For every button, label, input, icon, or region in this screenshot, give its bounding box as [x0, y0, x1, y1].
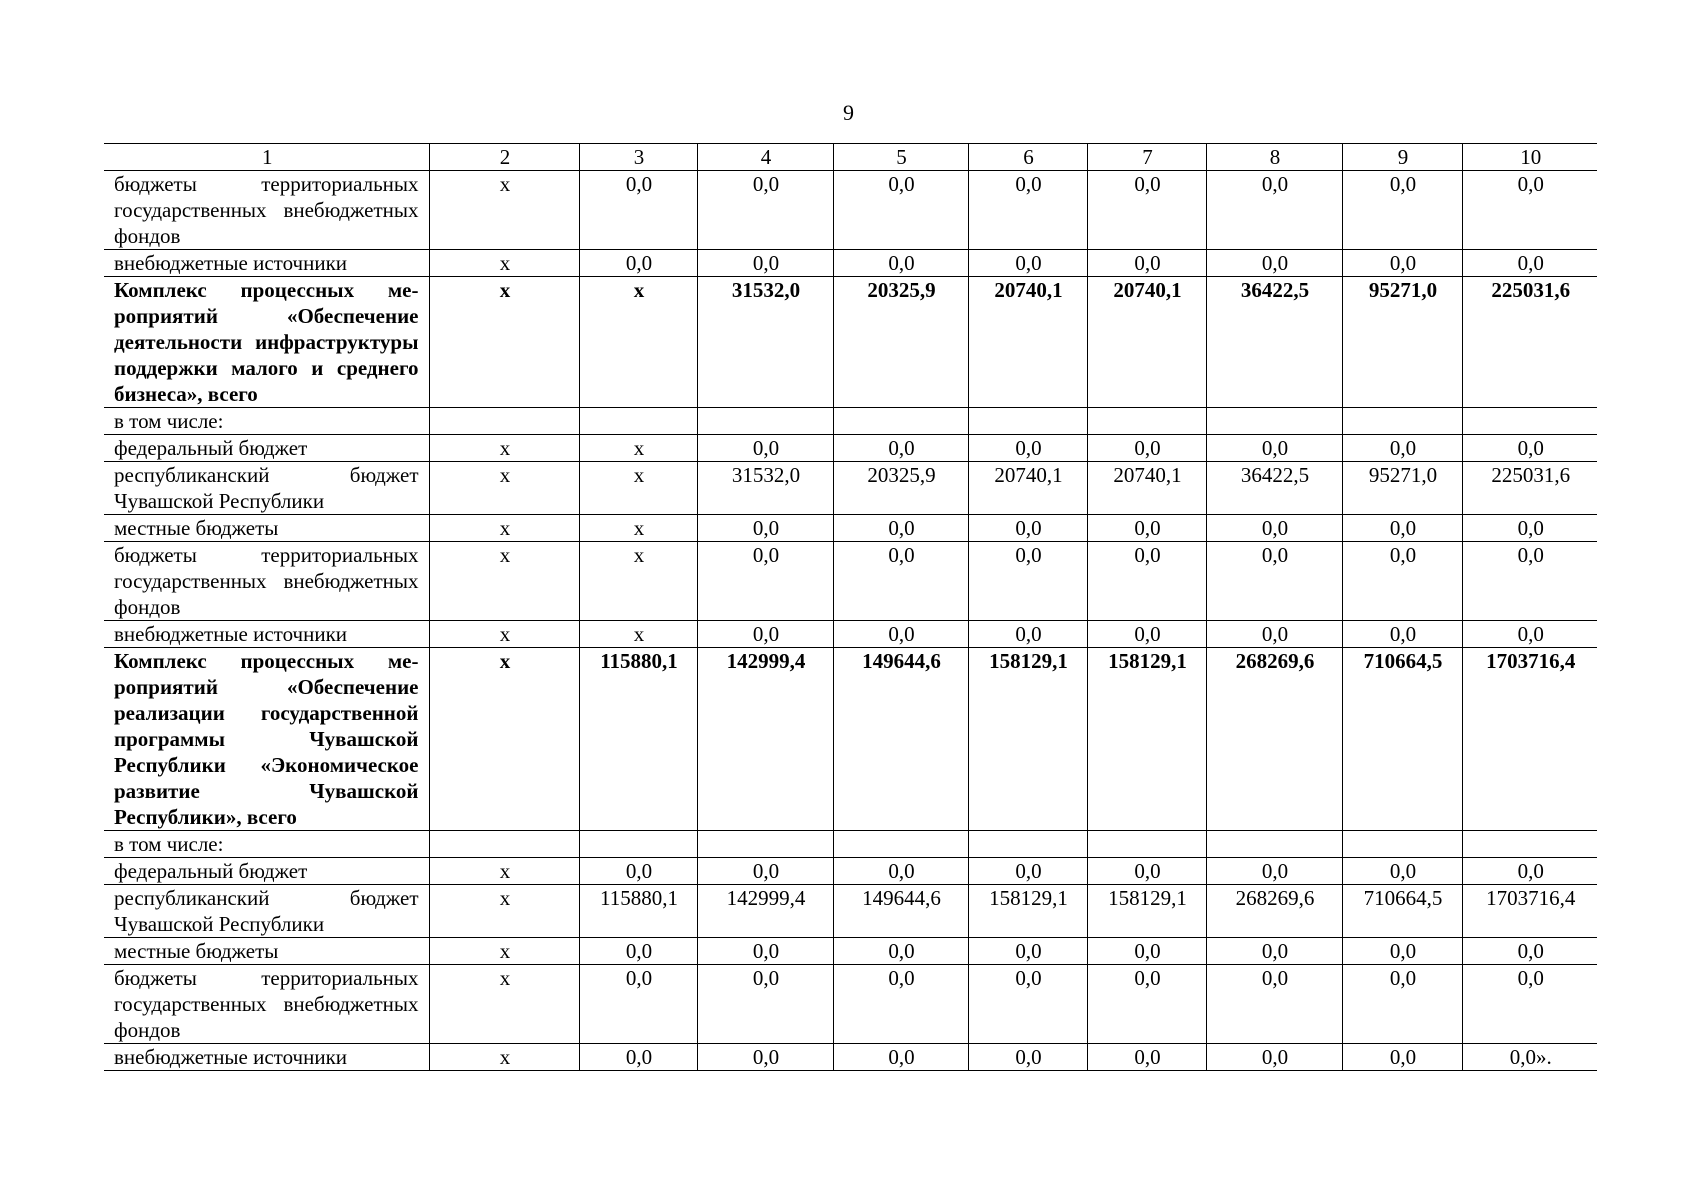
value-cell: 0,0: [1462, 515, 1597, 542]
value-cell: 0,0: [1342, 250, 1462, 277]
value-cell: 20325,9: [833, 462, 968, 515]
value-cell: 268269,6: [1206, 885, 1342, 938]
value-cell: [697, 408, 833, 435]
value-cell: х: [429, 858, 579, 885]
value-cell: 0,0: [579, 250, 697, 277]
value-cell: 20740,1: [1087, 277, 1206, 408]
value-cell: 0,0: [1462, 621, 1597, 648]
value-cell: 0,0: [833, 858, 968, 885]
value-cell: х: [429, 965, 579, 1044]
value-cell: [579, 831, 697, 858]
value-cell: х: [429, 542, 579, 621]
value-cell: 149644,6: [833, 648, 968, 831]
value-cell: 0,0: [1206, 965, 1342, 1044]
header-cell: 7: [1087, 144, 1206, 171]
value-cell: [968, 408, 1087, 435]
value-cell: [833, 831, 968, 858]
value-cell: 0,0: [968, 965, 1087, 1044]
value-cell: [1206, 831, 1342, 858]
table-row: [104, 542, 1597, 621]
header-row: [104, 144, 1597, 171]
value-cell: 0,0: [1342, 171, 1462, 250]
value-cell: 0,0: [1206, 1044, 1342, 1071]
value-cell: [429, 408, 579, 435]
value-cell: 0,0: [697, 171, 833, 250]
page-number: 9: [843, 100, 854, 125]
value-cell: х: [429, 435, 579, 462]
value-cell: [1206, 408, 1342, 435]
value-cell: 0,0: [1087, 435, 1206, 462]
table-row: [104, 965, 1597, 1044]
value-cell: 225031,6: [1462, 462, 1597, 515]
value-cell: 0,0: [1206, 250, 1342, 277]
value-cell: 36422,5: [1206, 462, 1342, 515]
header-cell: 5: [833, 144, 968, 171]
value-cell: 158129,1: [968, 885, 1087, 938]
value-cell: 0,0: [1206, 515, 1342, 542]
value-cell: 0,0: [968, 515, 1087, 542]
value-cell: х: [579, 435, 697, 462]
row-label: местные бюджеты: [104, 938, 429, 965]
value-cell: 36422,5: [1206, 277, 1342, 408]
value-cell: 0,0: [1087, 515, 1206, 542]
value-cell: х: [429, 621, 579, 648]
value-cell: 0,0: [697, 858, 833, 885]
value-cell: 0,0: [833, 171, 968, 250]
value-cell: [1462, 831, 1597, 858]
value-cell: 0,0: [579, 965, 697, 1044]
value-cell: 0,0: [1206, 621, 1342, 648]
budget-table: [104, 143, 1597, 1071]
value-cell: 115880,1: [579, 885, 697, 938]
value-cell: [833, 408, 968, 435]
value-cell: 158129,1: [1087, 648, 1206, 831]
value-cell: 0,0: [1462, 435, 1597, 462]
value-cell: 0,0: [579, 938, 697, 965]
header-cell: 1: [104, 144, 429, 171]
table-row: [104, 462, 1597, 515]
value-cell: 0,0: [579, 1044, 697, 1071]
value-cell: 0,0: [968, 938, 1087, 965]
header-cell: 10: [1462, 144, 1597, 171]
value-cell: 95271,0: [1342, 277, 1462, 408]
row-label: в том числе:: [104, 831, 429, 858]
value-cell: [697, 831, 833, 858]
table-row: [104, 621, 1597, 648]
value-cell: х: [579, 277, 697, 408]
value-cell: 0,0: [697, 965, 833, 1044]
value-cell: [1342, 408, 1462, 435]
value-cell: х: [429, 462, 579, 515]
value-cell: 0,0: [1206, 435, 1342, 462]
value-cell: х: [429, 250, 579, 277]
value-cell: 0,0: [1087, 938, 1206, 965]
row-label: внебюджетные источники: [104, 1044, 429, 1071]
value-cell: х: [429, 885, 579, 938]
value-cell: 710664,5: [1342, 885, 1462, 938]
value-cell: 115880,1: [579, 648, 697, 831]
value-cell: х: [429, 648, 579, 831]
value-cell: 710664,5: [1342, 648, 1462, 831]
value-cell: 142999,4: [697, 648, 833, 831]
value-cell: 0,0: [1206, 542, 1342, 621]
table-row: [104, 250, 1597, 277]
row-label: федеральный бюджет: [104, 858, 429, 885]
value-cell: 0,0: [1206, 171, 1342, 250]
value-cell: [1087, 831, 1206, 858]
table-row: [104, 831, 1597, 858]
value-cell: 0,0: [1342, 515, 1462, 542]
value-cell: 0,0: [833, 938, 968, 965]
value-cell: х: [579, 621, 697, 648]
value-cell: х: [429, 277, 579, 408]
row-label: в том числе:: [104, 408, 429, 435]
value-cell: 0,0: [579, 171, 697, 250]
row-label: внебюджетные источники: [104, 250, 429, 277]
value-cell: х: [429, 515, 579, 542]
row-label: бюджеты территориальных государственных внебюджетных фондов: [104, 965, 429, 1044]
value-cell: 158129,1: [968, 648, 1087, 831]
value-cell: 0,0: [1342, 435, 1462, 462]
header-cell: 4: [697, 144, 833, 171]
row-label: республиканский бюджет Чувашской Республики: [104, 462, 429, 515]
table-row: [104, 938, 1597, 965]
value-cell: 0,0: [1462, 171, 1597, 250]
value-cell: 0,0: [968, 858, 1087, 885]
header-cell: 3: [579, 144, 697, 171]
value-cell: [1462, 408, 1597, 435]
value-cell: 0,0: [1087, 542, 1206, 621]
value-cell: 0,0: [968, 171, 1087, 250]
value-cell: 158129,1: [1087, 885, 1206, 938]
value-cell: х: [429, 1044, 579, 1071]
table-row: [104, 648, 1597, 831]
value-cell: 0,0: [1087, 858, 1206, 885]
value-cell: 0,0: [697, 621, 833, 648]
value-cell: 0,0: [968, 542, 1087, 621]
value-cell: 0,0: [1206, 938, 1342, 965]
value-cell: 0,0: [1462, 542, 1597, 621]
value-cell: 20740,1: [1087, 462, 1206, 515]
value-cell: 142999,4: [697, 885, 833, 938]
row-label: федеральный бюджет: [104, 435, 429, 462]
value-cell: 0,0: [1462, 965, 1597, 1044]
value-cell: 0,0: [1462, 858, 1597, 885]
value-cell: 0,0: [968, 621, 1087, 648]
value-cell: 0,0: [1087, 1044, 1206, 1071]
row-label: Комплекс процессных мероприятий «Обеспечение реализации государственной программы Чувашской Республики «Экономическое развитие Чувашской Республики», всего: [104, 648, 429, 831]
value-cell: 0,0: [1087, 250, 1206, 277]
value-cell: 0,0: [833, 515, 968, 542]
value-cell: 0,0: [697, 435, 833, 462]
value-cell: 0,0: [833, 542, 968, 621]
value-cell: [579, 408, 697, 435]
table-row: [104, 885, 1597, 938]
table-row: [104, 408, 1597, 435]
value-cell: [1342, 831, 1462, 858]
value-cell: 149644,6: [833, 885, 968, 938]
value-cell: 0,0: [1087, 621, 1206, 648]
value-cell: 0,0: [968, 250, 1087, 277]
row-label: местные бюджеты: [104, 515, 429, 542]
value-cell: 1703716,4: [1462, 648, 1597, 831]
row-label: бюджеты территориальных государственных внебюджетных фондов: [104, 171, 429, 250]
header-cell: 6: [968, 144, 1087, 171]
value-cell: 20740,1: [968, 277, 1087, 408]
value-cell: х: [579, 462, 697, 515]
table-row: [104, 1044, 1597, 1071]
value-cell: 0,0: [833, 965, 968, 1044]
value-cell: 0,0: [1342, 1044, 1462, 1071]
value-cell: [1087, 408, 1206, 435]
value-cell: х: [429, 171, 579, 250]
value-cell: 0,0: [1342, 621, 1462, 648]
value-cell: 0,0: [697, 515, 833, 542]
value-cell: 0,0: [1087, 171, 1206, 250]
header-cell: 9: [1342, 144, 1462, 171]
value-cell: 225031,6: [1462, 277, 1597, 408]
value-cell: 0,0: [697, 250, 833, 277]
table-body: [104, 144, 1597, 1071]
value-cell: 1703716,4: [1462, 885, 1597, 938]
table-row: [104, 435, 1597, 462]
value-cell: 0,0: [1087, 965, 1206, 1044]
value-cell: 20740,1: [968, 462, 1087, 515]
table-row: [104, 858, 1597, 885]
value-cell: 20325,9: [833, 277, 968, 408]
value-cell: 0,0: [1342, 938, 1462, 965]
value-cell: 95271,0: [1342, 462, 1462, 515]
value-cell: 0,0».: [1462, 1044, 1597, 1071]
value-cell: 0,0: [1342, 542, 1462, 621]
value-cell: 0,0: [1342, 965, 1462, 1044]
value-cell: 0,0: [1462, 250, 1597, 277]
value-cell: 31532,0: [697, 462, 833, 515]
table-row: [104, 515, 1597, 542]
value-cell: 0,0: [1462, 938, 1597, 965]
value-cell: 0,0: [968, 1044, 1087, 1071]
value-cell: 0,0: [697, 938, 833, 965]
value-cell: 268269,6: [1206, 648, 1342, 831]
row-label: бюджеты территориальных государственных внебюджетных фондов: [104, 542, 429, 621]
value-cell: 0,0: [1342, 858, 1462, 885]
value-cell: 0,0: [1206, 858, 1342, 885]
value-cell: 0,0: [833, 435, 968, 462]
value-cell: 0,0: [968, 435, 1087, 462]
row-label: Комплекс процессных мероприятий «Обеспечение деятельности инфраструктуры поддержки малого и среднего бизнеса», всего: [104, 277, 429, 408]
value-cell: х: [579, 542, 697, 621]
value-cell: 0,0: [697, 542, 833, 621]
value-cell: х: [579, 515, 697, 542]
value-cell: 0,0: [697, 1044, 833, 1071]
header-cell: 8: [1206, 144, 1342, 171]
row-label: внебюджетные источники: [104, 621, 429, 648]
row-label: республиканский бюджет Чувашской Республики: [104, 885, 429, 938]
value-cell: 0,0: [833, 250, 968, 277]
value-cell: 0,0: [579, 858, 697, 885]
value-cell: [968, 831, 1087, 858]
value-cell: 0,0: [833, 1044, 968, 1071]
value-cell: 31532,0: [697, 277, 833, 408]
table-row: [104, 277, 1597, 408]
value-cell: х: [429, 938, 579, 965]
header-cell: 2: [429, 144, 579, 171]
value-cell: 0,0: [833, 621, 968, 648]
value-cell: [429, 831, 579, 858]
table-row: [104, 171, 1597, 250]
